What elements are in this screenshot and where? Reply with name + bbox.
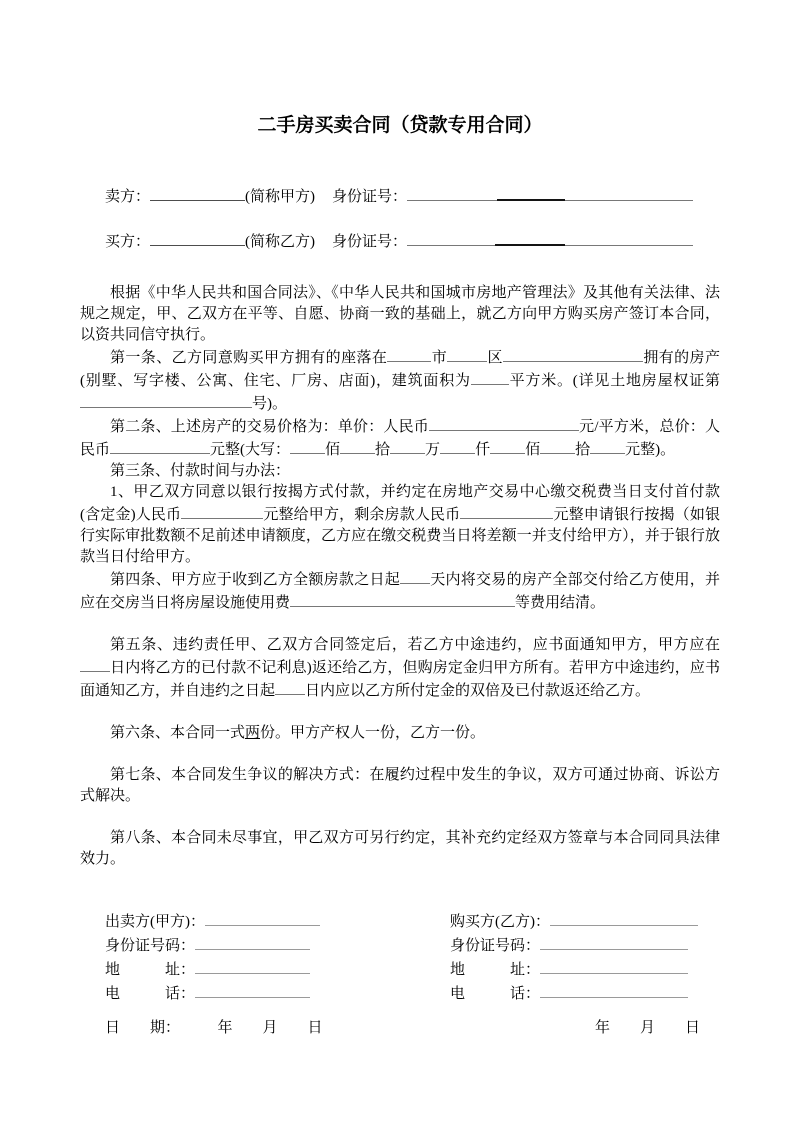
fill-in-blank — [290, 438, 325, 454]
buyer-name-row — [450, 910, 720, 934]
fill-in-blank — [540, 934, 688, 950]
fill-in-blank — [181, 503, 263, 519]
signature-buyer-column — [450, 910, 720, 1006]
fill-in-blank — [150, 230, 245, 246]
seller-phone-label: 电 话： — [105, 986, 196, 1002]
fill-in-blank — [275, 679, 305, 695]
seller-id-label: 身份证号码： — [105, 938, 196, 954]
seller-phone-row — [105, 982, 450, 1006]
clause-4: 第四条、甲方应于收到乙方全额房款之日起 天内将交易的房产全部交付给乙方使用，并应在交房当日将房屋设施使用费 等费用结清。 — [80, 568, 720, 614]
fill-in-blank — [205, 910, 320, 926]
fill-in-blank — [400, 568, 430, 584]
clause-8: 第八条、本合同未尽事宜，甲乙双方可另行约定，其补充约定经双方签章与本合同同具法律效力。 — [80, 830, 720, 867]
fill-in-blank — [490, 438, 525, 454]
spacer — [315, 200, 332, 201]
fill-in-blank — [195, 982, 310, 998]
fill-in-blank — [80, 656, 110, 672]
fill-in-blank — [503, 346, 643, 362]
buyer-address-row — [450, 958, 720, 982]
buyer-id-label: 身份证号码： — [450, 938, 541, 954]
fill-in-blank — [540, 982, 688, 998]
buyer-id-row — [450, 934, 720, 958]
clause-2: 第二条、上述房产的交易价格为：单价：人民币 元/平方米，总价：人民币 元整(大写： 佰 拾 万 仟 佰 拾 元整)。 — [80, 415, 720, 461]
party-row-buyer: 买方： (简称乙方) 身份证号： — [80, 229, 720, 253]
fill-in-blank — [407, 230, 495, 246]
party-row-seller: 卖方： (简称甲方) 身份证号： — [80, 184, 720, 208]
fill-in-blank — [460, 503, 553, 519]
date-left-label: 日 期： 年 月 日 — [105, 1020, 323, 1036]
fill-in-blank — [550, 910, 698, 926]
seller-name-label: 出卖方(甲方)： — [105, 914, 205, 930]
fill-in-blank — [495, 229, 565, 246]
fill-in-blank — [565, 230, 693, 246]
clause-1: 第一条、乙方同意购买甲方拥有的座落在 市 区 拥有的房产(别墅、写字楼、公寓、住宅、厂房、店面)，建筑面积为 平方米。(详见土地房屋权证第号)。 — [80, 346, 720, 415]
page-title: 二手房买卖合同（贷款专用合同） — [257, 115, 543, 136]
fill-in-blank — [387, 346, 431, 362]
buyer-address-label: 地 址： — [450, 962, 541, 978]
clause-6: 第六条、本合同一式两份。甲方产权人一份，乙方一份。 — [110, 725, 486, 741]
fill-in-blank — [590, 438, 625, 454]
fill-in-blank — [195, 934, 310, 950]
clause-3-heading: 第三条、付款时间与办法： — [110, 463, 291, 479]
fill-in-blank — [447, 346, 487, 362]
underlined-text: 两 — [245, 725, 261, 741]
signature-section — [80, 910, 720, 1006]
fill-in-blank — [390, 438, 425, 454]
fill-in-blank — [195, 958, 310, 974]
seller-address-row — [105, 958, 450, 982]
spacer — [315, 245, 332, 246]
seller-address-label: 地 址： — [105, 962, 196, 978]
buyer-name-label: 购买方(乙方)： — [450, 914, 550, 930]
fill-in-blank — [290, 591, 515, 607]
fill-in-blank — [540, 958, 688, 974]
buyer-phone-label: 电 话： — [450, 986, 541, 1002]
fill-in-blank — [407, 185, 497, 201]
fill-in-blank — [565, 185, 693, 201]
fill-in-blank — [340, 438, 375, 454]
fill-in-blank — [440, 438, 475, 454]
fill-in-blank — [80, 392, 252, 408]
fill-in-blank — [429, 415, 579, 431]
clause-5: 第五条、违约责任甲、乙双方合同签定后，若乙方中途违约，应书面通知甲方，甲方应在日内将乙方的已付款不记利息)返还给乙方，但购房定金归甲方所有。若甲方中途违约，应书面通知乙方，并自违约之日起 日内应以乙方所付定金的双倍及已付款返还给乙方。 — [80, 637, 720, 699]
clause-7: 第七条、本合同发生争议的解决方式：在履约过程中发生的争议，双方可通过协商、诉讼方式解决。 — [80, 767, 720, 804]
fill-in-blank — [150, 185, 245, 201]
fill-in-blank — [497, 184, 565, 201]
seller-name-row — [105, 910, 450, 934]
fill-in-blank — [110, 438, 210, 454]
date-right-label: 年 月 日 — [595, 1020, 701, 1036]
fill-in-blank — [471, 369, 509, 385]
buyer-phone-row — [450, 982, 720, 1006]
clause-3-item-1: 1、甲乙双方同意以银行按揭方式付款，并约定在房地产交易中心缴交税费当日支付首付款(含定金)人民币 元整给甲方，剩余房款人民币 元整申请银行按揭（如银行实际审批数额不足前述申请额度，乙方应在缴交税费当日将差额一并支付给甲方），并于银行放款当日付给甲方。 — [80, 484, 720, 565]
fill-in-blank — [540, 438, 575, 454]
signature-seller-column — [105, 910, 450, 1006]
paragraph-preamble: 根据《中华人民共和国合同法》、《中华人民共和国城市房地产管理法》及其他有关法律、法规之规定，甲、乙双方在平等、自愿、协商一致的基础上，就乙方向甲方购买房产签订本合同，以资共同信守执行。 — [80, 285, 720, 343]
date-row — [80, 1018, 720, 1039]
seller-id-row — [105, 934, 450, 958]
